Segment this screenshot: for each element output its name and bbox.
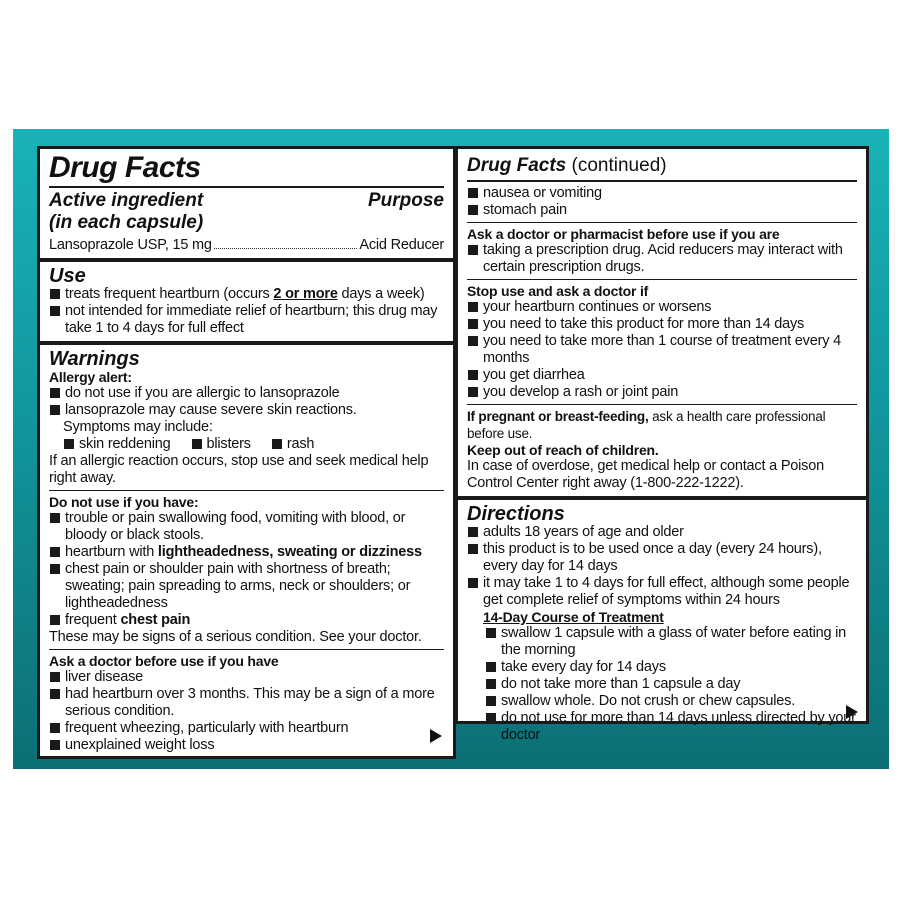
pregnancy-warning: If pregnant or breast-feeding, ask a health care professional before use. [467,409,826,441]
list-item: take every day for 14 days [467,659,857,676]
active-ingredient-section [40,189,453,256]
drug-facts-title: Drug Facts [49,151,201,184]
pregnancy-section [458,406,866,494]
ingredient-name: Lansoprazole USP, 15 mg [49,237,212,253]
list-item: liver disease [49,669,444,686]
course-heading: 14-Day Course of Treatment [483,609,664,625]
list-item: it may take 1 to 4 days for full effect, although some people get complete relief of symptoms within 24 hours [467,575,857,609]
list-item: swallow whole. Do not crush or chew capsules. [467,693,857,710]
list-item: your heartburn continues or worsens [467,299,857,316]
do-not-use-section [40,492,453,648]
ask-doctor-heading: Ask a doctor before use if you have [49,653,279,669]
ask-pharmacist-heading: Ask a doctor or pharmacist before use if you are [467,226,780,242]
symptom-item: blisters [191,436,251,453]
directions-section [458,502,866,746]
allergy-note: If an allergic reaction occurs, stop use and seek medical help right away. [49,453,429,486]
list-item: do not use for more than 14 days unless directed by your doctor [467,710,857,744]
list-item: frequent wheezing, particularly with heartburn [49,720,444,737]
list-item: swallow 1 capsule with a glass of water before eating in the morning [467,625,857,659]
list-item: trouble or pain swallowing food, vomiting with blood, or bloody or black stools. [49,510,444,544]
warnings-section [40,347,453,489]
continue-arrow-icon [846,705,858,719]
list-item: you need to take more than 1 course of treatment every 4 months [467,333,857,367]
allergy-alert-label: Allergy alert: [49,369,132,385]
ingredient-purpose: Acid Reducer [359,237,444,253]
symptoms-list [49,436,444,453]
list-item: stomach pain [467,202,857,219]
list-item: you develop a rash or joint pain [467,384,857,401]
list-item: unexplained weight loss [49,737,444,754]
list-item: nausea or vomiting [467,185,857,202]
list-item: you need to take this product for more than 14 days [467,316,857,333]
use-section [40,264,453,339]
list-item: lansoprazole may cause severe skin reactions. [49,402,444,419]
dot-leader [214,248,358,249]
ask-doctor-section [40,651,453,756]
list-item: you get diarrhea [467,367,857,384]
ask-pharmacist-section [458,224,866,278]
list-item: do not take more than 1 capsule a day [467,676,857,693]
stop-use-heading: Stop use and ask a doctor if [467,283,649,299]
purpose-label: Purpose [367,190,444,211]
overdose-note: In case of overdose, get medical help or contact a Poison Control Center right away (1-800-222-1222). [467,458,824,491]
list-item: this product is to be used once a day (every 24 hours), every day for 14 days [467,541,857,575]
list-item: do not use if you are allergic to lansoprazole [49,385,444,402]
list-item: adults 18 years of age and older [467,524,857,541]
active-ingredient-sublabel: (in each capsule) [49,212,204,233]
continue-arrow-icon [430,729,442,743]
drug-facts-panel-right [455,146,869,743]
continued-items [458,183,866,221]
keep-out-of-reach: Keep out of reach of children. [467,442,659,458]
symptom-item: skin reddening [63,436,171,453]
directions-heading: Directions [467,503,565,525]
stop-use-section [458,281,866,403]
symptom-item: rash [271,436,314,453]
drug-facts-panel-left [37,146,456,759]
active-ingredient-label: Active ingredient [49,190,204,211]
symptoms-intro: Symptoms may include: [63,419,213,435]
list-item: heartburn with lightheadedness, sweating or dizziness [49,544,444,561]
use-heading: Use [49,265,86,287]
list-item: had heartburn over 3 months. This may be a sign of a more serious condition. [49,686,444,720]
list-item: chest pain or shoulder pain with shortness of breath; sweating; pain spreading to arms, neck or shoulders; or lightheadedness [49,561,444,612]
list-item: frequent chest pain [49,612,444,629]
do-not-use-heading: Do not use if you have: [49,494,199,510]
list-item: treats frequent heartburn (occurs 2 or more days a week) [49,286,444,303]
list-item: not intended for immediate relief of heartburn; this drug may take 1 to 4 days for full effect [49,303,444,337]
serious-condition-note: These may be signs of a serious condition. See your doctor. [49,629,422,645]
warnings-heading: Warnings [49,348,140,370]
list-item: taking a prescription drug. Acid reducers may interact with certain prescription drugs. [467,242,857,276]
drug-facts-continued-title: Drug Facts (continued) [467,155,667,176]
